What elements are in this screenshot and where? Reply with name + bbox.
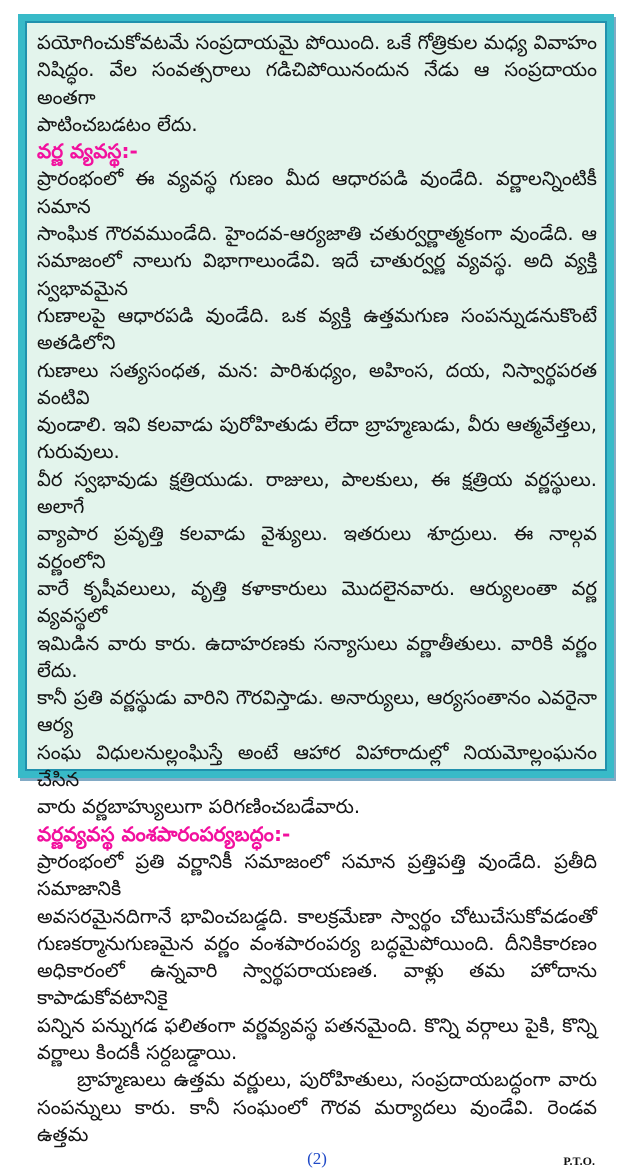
paragraph-line: గుణకర్మానుగుణమైన వర్ణం వంశపారంపర్య బద్ధమైపోయింది. దీనికికారణం bbox=[37, 931, 597, 955]
paragraph-line: వారే కృషీవలులు, వృత్తి కళాకారులు మొదలైనవారు. ఆర్యులంతా వర్ణ వ్యవస్థలో bbox=[37, 576, 597, 628]
pto-label: P.T.O. bbox=[563, 1154, 595, 1169]
section-heading: వర్ణవ్యవస్థ వంశపారంపర్యబద్ధం:- bbox=[37, 821, 291, 846]
paragraph-line: అధికారంలో ఉన్నవారి స్వార్థపరాయణత. వాళ్లు తమ హోదాను కాపాడుకోవటానికై bbox=[37, 959, 597, 1010]
paragraph-line: వ్యాపార ప్రవృత్తి కలవాడు వైశ్యులు. ఇతరులు శూద్రులు. ఈ నాల్గవ వర్ణంలోని bbox=[37, 522, 597, 573]
paragraph-line: వీర స్వభావుడు క్షత్రియుడు. రాజులు, పాలకులు, ఈ క్షత్రియ వర్ణస్థులు. అలాగే bbox=[37, 467, 597, 519]
page-footer bbox=[37, 1149, 597, 1173]
paragraph-line: ప్రారంభంలో ప్రతి వర్ణానికీ సమాజంలో సమాన ప్రత్తిపత్తి వుండేది. ప్రతీది సమాజానికి bbox=[37, 849, 597, 901]
paragraph-line: సంపన్నులు కారు. కానీ సంఘంలో గౌరవ మర్యాదలు వుండేవి. రెండవ ఉత్తమ bbox=[37, 1095, 597, 1146]
paragraph-line: వుండాలి. ఇవి కలవాడు పురోహితుడు లేదా బ్రాహ్మణుడు, వీరు ఆత్మవేత్తలు, గురువులు. bbox=[37, 413, 597, 464]
document-body bbox=[37, 29, 597, 1148]
paragraph-line: ఇమిడిన వారు కారు. ఉదాహరణకు సన్యాసులు వర్ణాతీతులు. వారికి వర్ణం లేదు. bbox=[37, 631, 597, 682]
paragraph-line: గుణాలు సత్యసంధత, మన: పారిశుధ్యం, అహింస, దయ, నిస్వార్థపరత వంటివి bbox=[37, 358, 597, 409]
paragraph-line: గుణాలపై ఆధారపడి వుండేది. ఒక వ్యక్తి ఉత్తమగుణ సంపన్నుడనుకొంటే అతడిలోని bbox=[37, 303, 597, 355]
paragraph-line: సమాజంలో నాలుగు విభాగాలుండేవి. ఇదే చాతుర్వర్ణ వ్యవస్థ. అది వ్యక్తి స్వభావమైన bbox=[37, 249, 597, 300]
page-border-frame bbox=[18, 14, 614, 1169]
page-content bbox=[37, 29, 597, 1169]
paragraph-line: వర్ణాలు కిందకీ సర్దబడ్డాయి. bbox=[37, 1040, 238, 1064]
paragraph-line: అవసరమైనదిగానే భావించబడ్డది. కాలక్రమేణా స్వార్థం చోటుచేసుకోవడంతో bbox=[37, 904, 597, 928]
paragraph-line: పాటించబడటం లేదు. bbox=[37, 112, 198, 136]
paragraph-line: బ్రాహ్మణులు ఉత్తమ వర్ణులు, పురోహితులు, సంప్రదాయబద్ధంగా వారు bbox=[77, 1068, 597, 1092]
paragraph-line: సాంఘిక గౌరవముండేది. హైందవ-ఆర్యజాతి చతుర్వర్ణాత్మకంగా వుండేది. ఆ bbox=[37, 222, 597, 246]
paragraph-line: ప్రారంభంలో ఈ వ్యవస్థ గుణం మీద ఆధారపడి వుండేది. వర్ణాలన్నింటికీ సమాన bbox=[37, 167, 597, 218]
paragraph-line: పయోగించుకోవటమే సంప్రదాయమై పోయింది. ఒకే గోత్రికుల మధ్య వివాహం bbox=[37, 31, 597, 54]
paragraph-line: సంఘ విధులనుల్లంఘిస్తే అంటే ఆహార విహారాదుల్లో నియమోల్లంఘనం చేసిన bbox=[37, 740, 597, 792]
paragraph-line: వారు వర్ణబాహ్యులుగా పరిగణించబడేవారు. bbox=[37, 795, 361, 819]
section-heading: వర్ణ వ్యవస్థ:- bbox=[37, 139, 138, 164]
paragraph-line: కానీ ప్రతి వర్ణస్థుడు వారిని గౌరవిస్తాడు. అనార్యులు, ఆర్యసంతానం ఎవరైనా ఆర్య bbox=[37, 686, 597, 737]
paragraph-line: నిషిద్ధం. వేల సంవత్సరాలు గడిచిపోయినందున నేడు ఆ సంప్రదాయం అంతగా bbox=[37, 58, 597, 109]
paragraph-line: పన్నిన పన్నుగడ ఫలితంగా వర్ణవ్యవస్థ పతనమైంది. కొన్ని వర్గాలు పైకి, కొన్ని bbox=[37, 1013, 597, 1037]
page-number: (2) bbox=[307, 1149, 327, 1169]
